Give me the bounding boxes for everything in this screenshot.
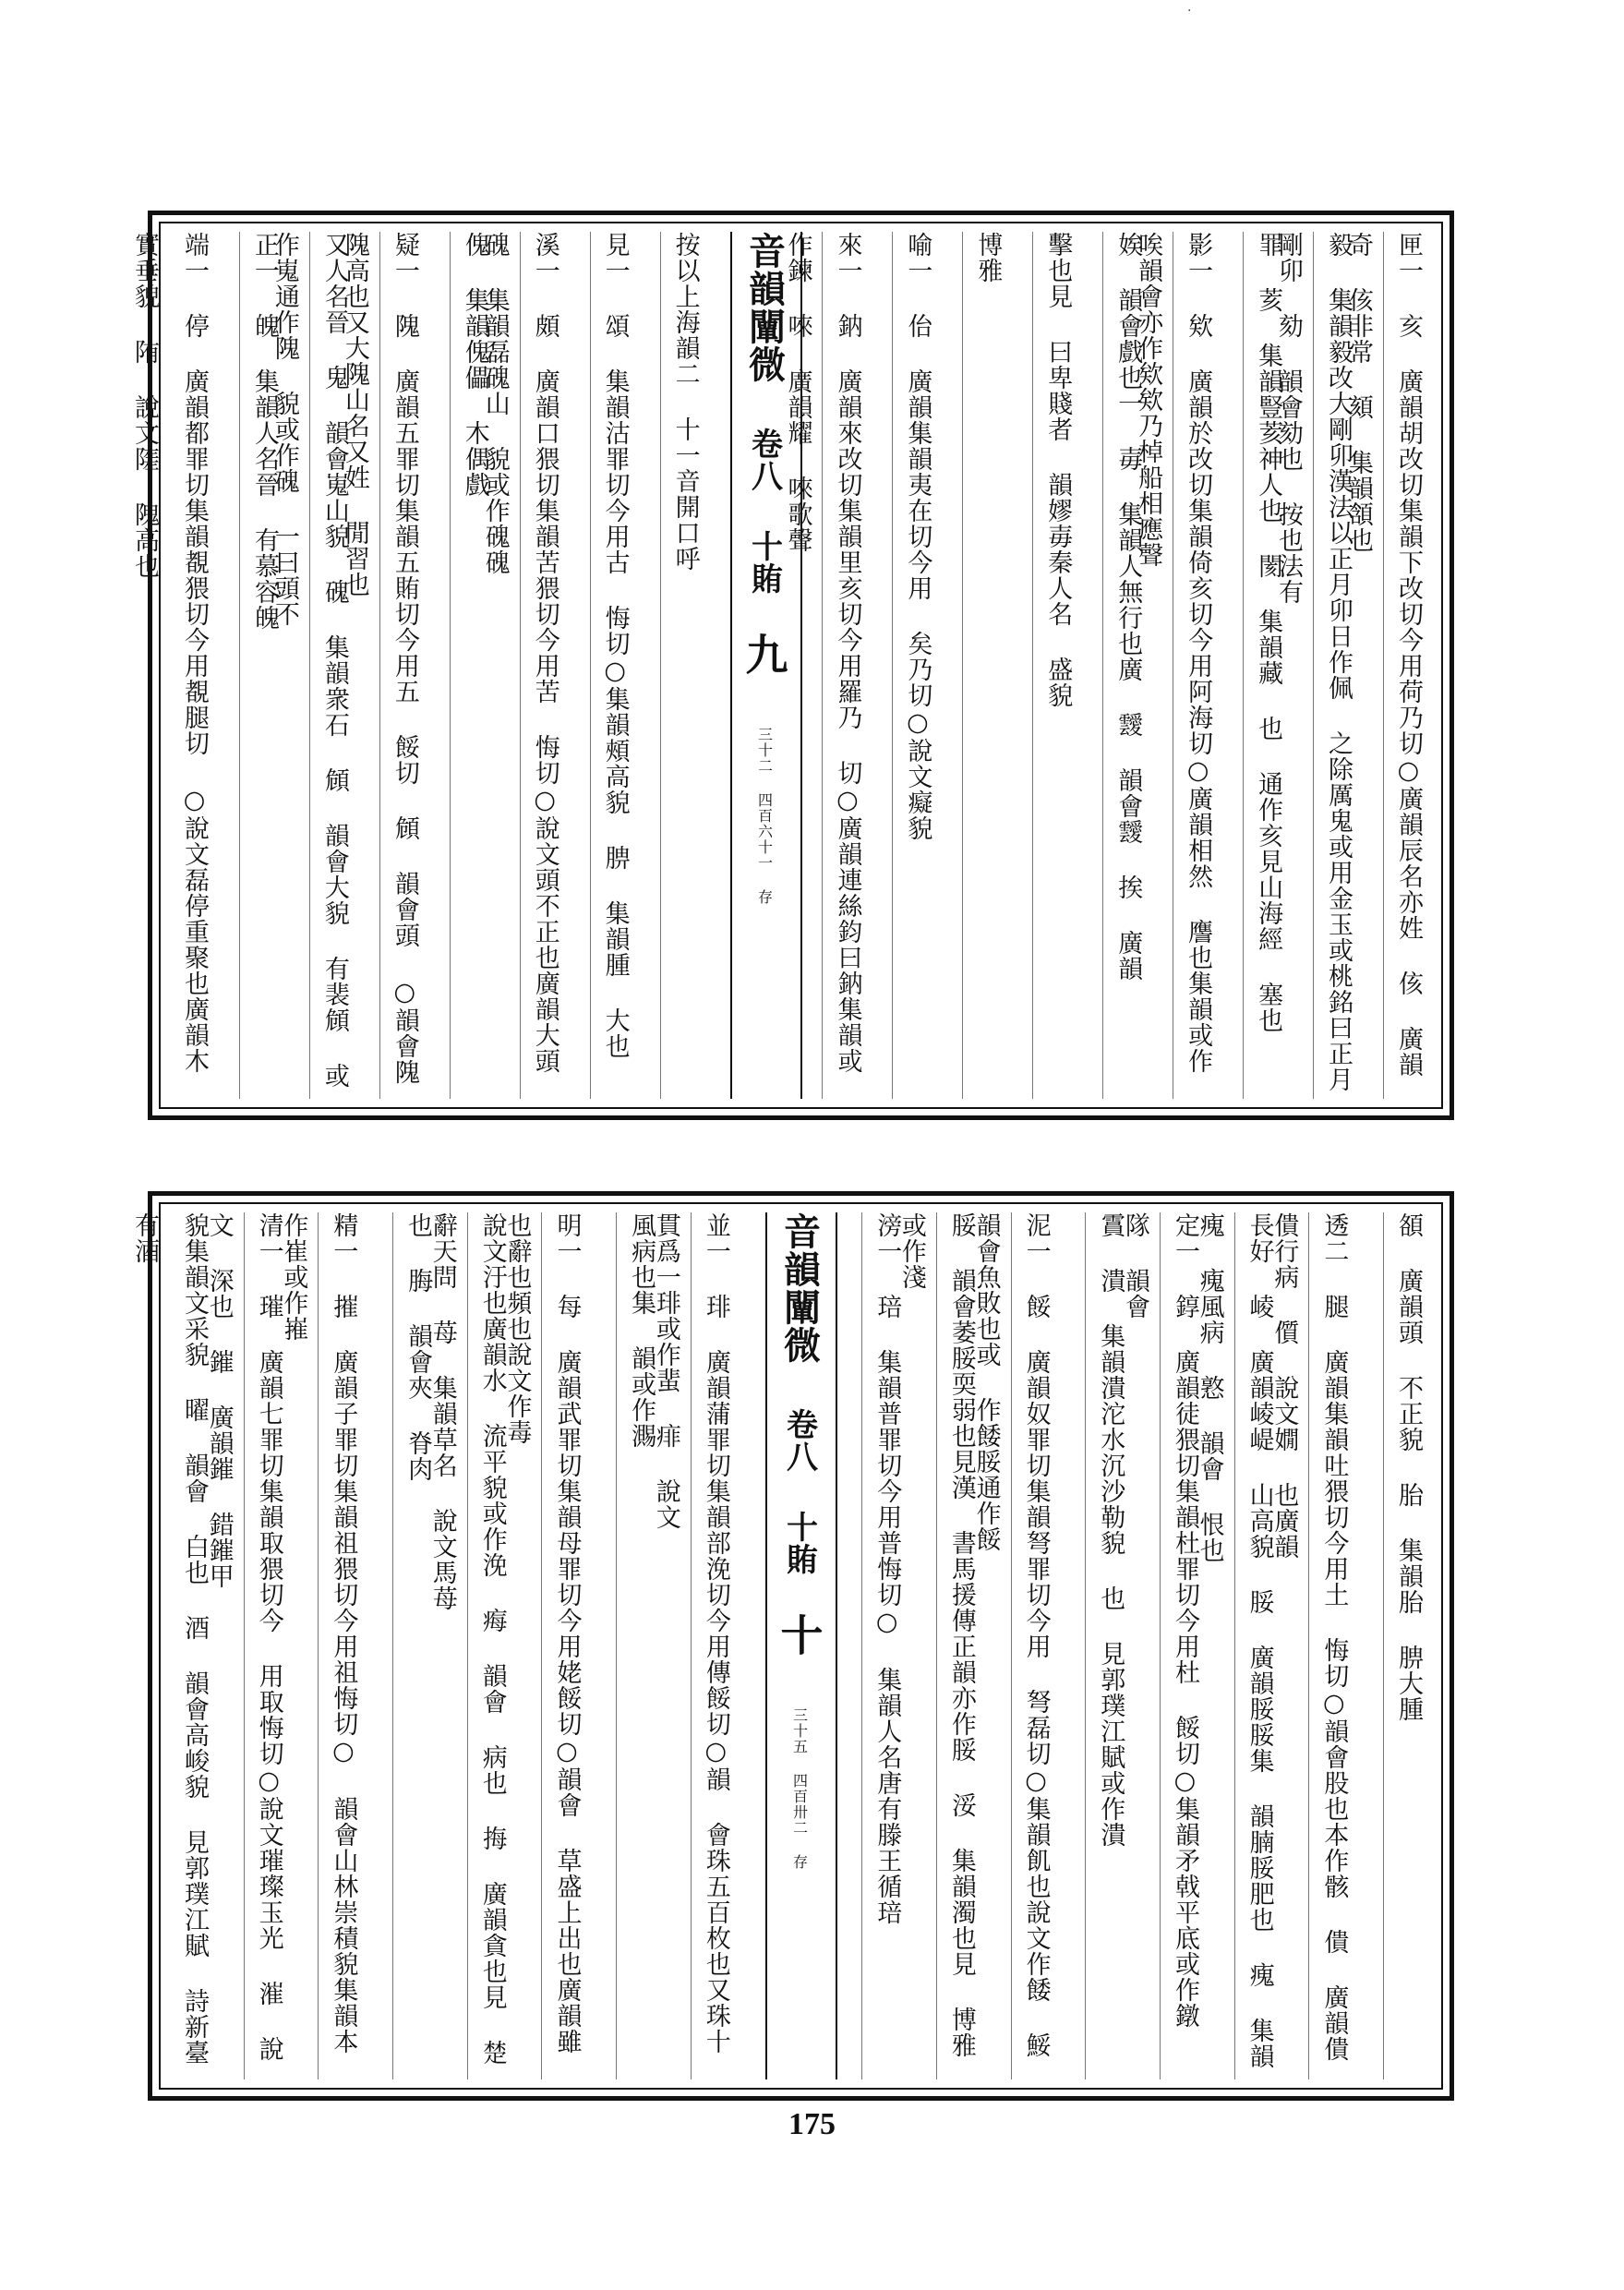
- text-column: 風病也集 韻或作瀃: [616, 1212, 666, 2079]
- text-column: 透二 腿 廣韻集韻吐猥切今用土 悔切○韻會股也本作骸 僓 廣韻僓 僓行病 儨 說文嫺 也廣韻: [1308, 1212, 1358, 2079]
- section-label: 十賄: [780, 1511, 818, 1613]
- text-column: 博雅: [962, 232, 1012, 1099]
- text-column: 傀 集韻傀儡 木偶戲: [450, 232, 499, 1099]
- text-column: 溪一 頗 廣韻口猥切集韻苦猥切今用苦 悔切○說文頭不正也廣韻大頭 磈 集韻磊磈山 貌或作磈磈: [520, 232, 570, 1099]
- print-mark: ·: [1187, 4, 1192, 18]
- text-column: 罪 荄 集韻豎荄神人也 閡 集韻藏 也 通作亥見山海經 塞也: [1243, 232, 1293, 1099]
- text-column: 毅 集韻毅改大剛卯漢法以正月卯日作佩 之除厲鬼或用金玉或桃銘曰正月剛卯 劾 韻會劾也 按也法有: [1313, 232, 1363, 1099]
- text-column: 精一 摧 廣韻子罪切集韻祖猥切今用祖悔切○ 韻會山林崇積貌集韻本作崔或作嶊: [318, 1212, 367, 2079]
- text-column: 並一 琲 廣韻蒲罪切集韻部浼切今用傳餒切○韻 會珠五百枚也又珠十貫爲一琲或作蜚 痱 說文: [691, 1212, 740, 2079]
- text-column: 又人名晉 鬼 韻會嵬山貌 磈 集韻衆石 頠 韻會大貌 有裴頠 或作嵬通作隗 貌或作磈 一曰頭不: [309, 232, 359, 1099]
- text-column: 疑一 隗 廣韻五罪切集韻五賄切今用五 餒切 頠 韻會頭 ○韻會隗隗高也又大隗山名又姓 閒習也: [379, 232, 429, 1099]
- juan-label: 卷八: [745, 428, 783, 530]
- text-column: 喻一 佁 廣韻集韻夷在切今用 矣乃切○說文癡貌: [892, 232, 942, 1099]
- text-column: 也 脢 韻會夾 脊肉: [392, 1212, 442, 2079]
- text-column: 脮 韻會萎脮耎弱也見漢 書馬援傳正韻亦作脮 浽 集韻濁也見 博雅或作淺: [936, 1212, 986, 2079]
- text-column: 泥一 餒 廣韻奴罪切集韻弩罪切今用 弩磊切○集韻飢也說文作餧 鮾 韻會魚敗也或 作餧脮通作餒: [1011, 1212, 1061, 2079]
- text-column: 來一 鈉 廣韻來改切集韻里亥切今用羅乃 切○廣韻連絲鈞曰鈉集韻或作鍊 唻 廣韻耀 唻歌聲: [822, 232, 872, 1099]
- text-column: 長好 崚 廣韻崚崼 山高貌 脮 廣韻脮脮集 韻腩脮肥也 瘣 集韻瘣 瘣風病 憝 韻會 恨也: [1234, 1212, 1284, 2079]
- section-label: 十賄: [745, 530, 783, 633]
- text-column: 影一 欸 廣韻於改切集韻倚亥切今用阿海切○廣韻相然 譍也集韻或作唉韻會亦作欸欸乃棹船相應聲: [1173, 232, 1222, 1099]
- text-column: 清一 璀 廣韻七罪切集韻取猥切今 用取悔切○說文璀璨玉光 漼 說文 深也 鏙 廣韻鏙 錯鏙甲: [244, 1212, 294, 2079]
- text-column: 端一 停 廣韻都罪切集韻覩猥切今用覩腿切 ○說文磊停重聚也廣韻木實垂貌 陏 說文隓 隗高也: [130, 232, 209, 1074]
- text-column: 頟 廣韻頭 不正貌 胎 集韻胎 腗大腫: [1383, 1212, 1433, 2079]
- text-column: 霣 潰 集韻潰沱水沉沙勒貌 也 見郭璞江賦或作潰: [1085, 1212, 1135, 2079]
- top-columns: [130, 232, 1433, 1099]
- text-column: 擊也見 曰卑賤者 韻嫪毐秦人名 盛貌: [1032, 232, 1082, 1099]
- running-title: 音韻闡微: [742, 232, 787, 428]
- page-number: 175: [788, 2107, 836, 2141]
- text-column: 貌集韻文采貌 曜 韻會 白也 酒 韻會高峻貌 見郭璞江賦 詩新臺有酒: [130, 1212, 209, 2066]
- juan-label: 卷八: [780, 1408, 818, 1511]
- running-head-column: [730, 232, 802, 1099]
- text-column: 滂一 琣 集韻普罪切今用普悔切○ 集韻人名唐有滕王循琣: [861, 1212, 911, 2079]
- text-column: 按以上海韻二 十一音開口呼: [660, 232, 710, 1099]
- text-column: 娭 韻會戲也一 毐 集韻人無行也廣 靉 韻會靉 挨 廣韻: [1102, 232, 1152, 1099]
- leaf-footnote: 三十五 四百卅二 存: [790, 1707, 809, 1870]
- leaf-number: 九: [739, 633, 789, 727]
- leaf-number: 十: [774, 1613, 824, 1707]
- running-head-column: [765, 1212, 837, 2079]
- text-column: 定一 錞 廣韻徒猥切集韻杜罪切今用杜 餒切○集韻矛戟平底或作鐓 隊 韻會: [1160, 1212, 1209, 2079]
- text-column: 正一 魄 集韻人名晉 有慕容魄: [239, 232, 289, 1099]
- bottom-page-panel: [130, 1191, 1454, 2101]
- running-title: 音韻闡微: [777, 1212, 822, 1408]
- text-column: 見一 頌 集韻沽罪切今用古 悔切○集韻頰高貌 腗 集韻腫 大也: [590, 232, 640, 1099]
- bottom-columns: [130, 1212, 1433, 2079]
- leaf-footnote: 三十二 四百六十一 存: [755, 727, 774, 905]
- text-column: 匣一 亥 廣韻胡改切集韻下改切今用荷乃切○廣韻辰名亦姓 侅 廣韻奇 侅非常 頦 集韻頷也: [1383, 232, 1433, 1099]
- text-column: 說文汙也廣韻水 流平貌或作浼 痗 韻會 病也 挴 廣韻貪也見 楚辭天問 苺 集韻草名 說文馬苺: [467, 1212, 517, 2079]
- text-column: 明一 每 廣韻武罪切集韻母罪切今用姥餒切○韻會 草盛上出也廣韻雖也辭也頻也說文作毒: [541, 1212, 591, 2079]
- top-page-panel: [130, 211, 1454, 1120]
